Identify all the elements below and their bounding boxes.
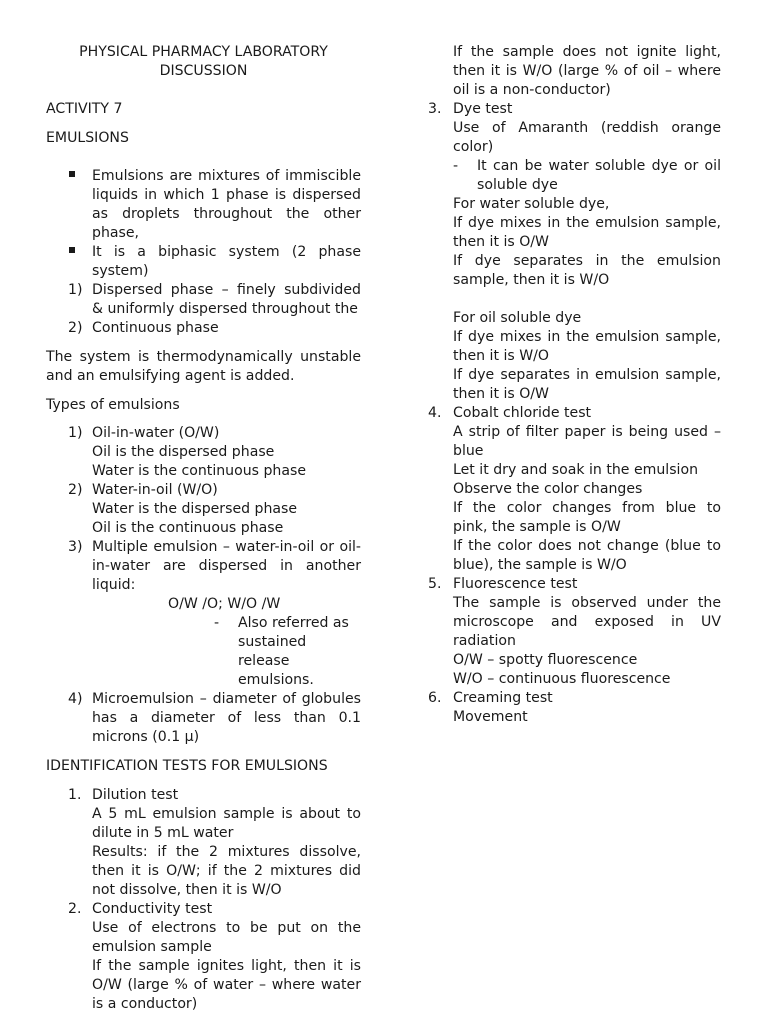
test-line: Movement [453,709,528,725]
test-title: Cobalt chloride test [453,405,592,421]
test-line: O/W – spotty fluorescence [453,652,638,668]
list-item [46,900,361,1014]
list-item [425,575,721,689]
dye-subheading: For water soluble dye, [453,196,610,212]
list-number: 4) [68,691,83,707]
list-item [46,424,361,481]
test-line: If the sample ignites light, then it is O/W (large % of water – where water is a conductor) [92,958,361,1012]
types-list [46,424,361,747]
test-line: Observe the color changes [453,481,643,497]
square-bullet-icon [46,167,92,186]
list-number: 3) [68,539,83,555]
tests-list [46,786,361,1014]
list-text: Dispersed phase – finely subdivided & uniformly dispersed throughout the [92,282,361,317]
list-item [46,690,361,747]
bullet-list [46,167,361,281]
list-body [92,900,361,1014]
list-body [453,689,721,727]
list-number: 1) [68,282,83,298]
system-note: The system is thermodynamically unstable and an emulsifying agent is added. [46,349,361,384]
test-line: The sample is observed under the microscope and exposed in UV radiation [453,595,721,649]
list-number: 1) [68,425,83,441]
test-line: Results: if the 2 mixtures dissolve, then it is O/W; if the 2 mixtures did not dissolve, then it is W/O [92,844,361,898]
list-text: Continuous phase [92,320,219,336]
document-title-line1: PHYSICAL PHARMACY LABORATORY [79,44,328,60]
document-title-line2: DISCUSSION [159,63,248,79]
test-line: If dye mixes in the emulsion sample, then it is O/W [453,215,721,250]
list-item [46,281,361,319]
sub-note-text: It can be water soluble dye or oil soluble dye [477,158,721,193]
test-title: Conductivity test [92,901,213,917]
types-heading: Types of emulsions [46,397,180,413]
formula: O/W /O; W/O /W [168,596,281,612]
list-number: 5. [428,576,442,592]
list-number: 6. [428,690,442,706]
type-line: Oil is the continuous phase [92,520,284,536]
list-number: 2) [68,482,83,498]
activity-label: ACTIVITY 7 [46,101,123,117]
type-line: Water is the continuous phase [92,463,307,479]
type-line: Water is the dispersed phase [92,501,298,517]
dash-marker: - [453,158,459,174]
list-body [92,786,361,900]
right-column [425,43,721,727]
list-body [92,481,361,538]
test-title: Fluorescence test [453,576,578,592]
sub-note [453,157,721,195]
sub-note-text: Also referred as sustained release emulsions. [238,615,349,688]
left-column [46,43,361,1014]
list-number: 4. [428,405,442,421]
type-title: Multiple emulsion – water-in-oil or oil-in-water are dispersed in another liquid: [92,539,361,593]
test-line: If dye mixes in the emulsion sample, then it is W/O [453,329,721,364]
list-item [46,786,361,900]
type-line: Oil is the dispersed phase [92,444,275,460]
sub-note [92,614,361,690]
list-number: 2) [68,320,83,336]
list-body [453,575,721,689]
list-text: Microemulsion – diameter of globules has a diameter of less than 0.1 microns (0.1 μ) [92,691,361,745]
type-title: Oil-in-water (O/W) [92,425,220,441]
dash-marker: - [214,615,220,631]
square-bullet-icon [46,243,92,262]
test-line: If dye separates in emulsion sample, then it is O/W [453,367,721,402]
list-item [425,404,721,575]
dye-subheading: For oil soluble dye [453,310,582,326]
test-title: Dilution test [92,787,179,803]
list-body [453,404,721,575]
test-line: Let it dry and soak in the emulsion [453,462,699,478]
tests-heading: IDENTIFICATION TESTS FOR EMULSIONS [46,758,328,774]
list-item [46,319,361,338]
section-title: EMULSIONS [46,130,129,146]
test-title: Dye test [453,101,513,117]
list-item [46,481,361,538]
bullet-item [46,167,361,243]
phase-list [46,281,361,338]
list-body [92,424,361,481]
test-line: Use of electrons to be put on the emulsion sample [92,920,361,955]
bullet-text: Emulsions are mixtures of immiscible liquids in which 1 phase is dispersed as droplets throughout the other phase, [92,168,361,241]
test-line: A 5 mL emulsion sample is about to dilute in 5 mL water [92,806,361,841]
type-title: Water-in-oil (W/O) [92,482,218,498]
list-item [425,100,721,404]
test-line: Use of Amaranth (reddish orange color) [453,120,721,155]
list-number: 2. [68,901,82,917]
list-body [453,100,721,404]
list-number: 3. [428,101,442,117]
list-item [425,689,721,727]
bullet-item [46,243,361,281]
test-line: If the color changes from blue to pink, the sample is O/W [453,500,721,535]
list-item-continued [425,43,721,100]
list-body [92,538,361,690]
test-line: If the color does not change (blue to blue), the sample is W/O [453,538,721,573]
list-item [46,538,361,690]
test-title: Creaming test [453,690,553,706]
test-line: W/O – continuous fluorescence [453,671,671,687]
test-line: If the sample does not ignite light, then it is W/O (large % of oil – where oil is a non-conductor) [453,44,721,98]
test-line: If dye separates in the emulsion sample, then it is W/O [453,253,721,288]
list-number: 1. [68,787,82,803]
bullet-text: It is a biphasic system (2 phase system) [92,244,361,279]
test-line: A strip of filter paper is being used – blue [453,424,721,459]
